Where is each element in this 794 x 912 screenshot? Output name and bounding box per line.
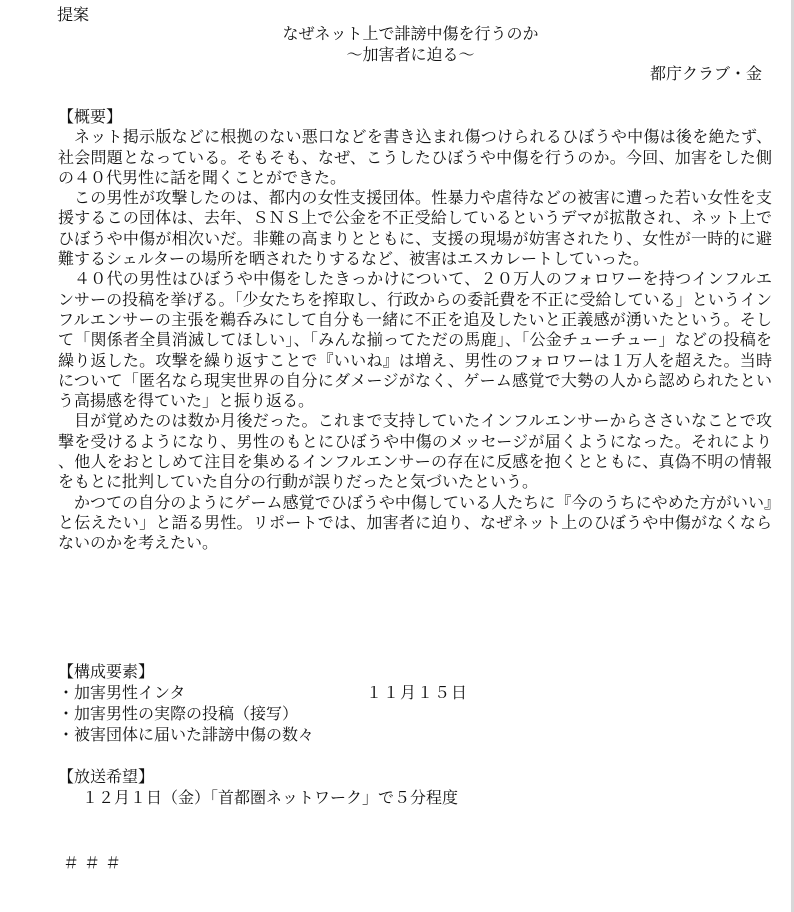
overview-paragraph: かつての自分のようにゲーム感覚でひぼうや中傷している人たちに『今のうちにやめた方がいい』と伝えたい」と語る男性。リポートでは、加害者に迫り、なぜネット上のひぼうや中傷がなくならないのかを考えたい。: [58, 492, 772, 553]
broadcast-heading: 【放送希望】: [58, 767, 155, 786]
overview-paragraph: 目が覚めたのは数か月後だった。これまで支持していたインフルエンサーからささいなことで攻撃を受けるようになり、男性のもとにひぼうや中傷のメッセージが届くようになった。それにより、他人をおとしめて注目を集めるインフルエンサーの存在に反感を抱くとともに、真偽不明の情報をもとに批判していた自分の行動が誤りだったと気づいたという。: [58, 411, 772, 492]
component-item-date: １１月１５日: [366, 683, 469, 702]
document-title: なぜネット上で誹謗中傷を行うのか: [282, 24, 539, 43]
overview-heading: 【概要】: [58, 107, 123, 126]
component-item-label: ・被害団体に届いた誹謗中傷の数々: [58, 725, 315, 744]
broadcast-schedule: １２月１日（金）「首都圏ネットワーク」で５分程度: [82, 788, 459, 807]
component-item: [58, 724, 772, 745]
title-block: [0, 24, 794, 66]
author-line: 都庁クラブ・金: [649, 64, 762, 83]
document-type-label: 提案: [57, 5, 90, 24]
broadcast-section: [58, 766, 772, 808]
component-item-label: ・加害男性インタ: [58, 683, 186, 702]
end-mark: ＃＃＃: [63, 853, 127, 872]
component-item: [58, 682, 772, 703]
overview-section: [58, 107, 772, 554]
component-item: [58, 703, 772, 724]
overview-paragraph: この男性が攻撃したのは、都内の女性支援団体。性暴力や虐待などの被害に遭った若い女性を支援するこの団体は、去年、ＳＮＳ上で公金を不正受給しているというデマが拡散され、ネット上でひぼうや中傷が相次いだ。非難の高まりとともに、支援の現場が妨害されたり、女性が一時的に避難するシェルターの場所を晒されたりするなど、被害はエスカレートしていった。: [58, 188, 772, 269]
components-heading: 【構成要素】: [58, 662, 155, 681]
components-section: [58, 661, 772, 745]
document-subtitle: ～加害者に迫る～: [346, 45, 475, 64]
component-item-label: ・加害男性の実際の投稿（接写）: [58, 704, 299, 723]
overview-paragraph: ４０代の男性はひぼうや中傷をしたきっかけについて、２０万人のフォロワーを持つインフルエンサーの投稿を挙げる。「少女たちを搾取し、行政からの委託費を不正に受給している」というインフルエンサーの主張を鵜呑みにして自分も一緒に不正を追及したいと正義感が湧いたという。そして「関係者全員消滅してほしい」、「みんな揃ってただの馬鹿」、「公金チューチュー」などの投稿を繰り返した。攻撃を繰り返すことで『いいね』は増え、男性のフォロワーは１万人を超えた。当時について「匿名なら現実世界の自分にダメージがなく、ゲーム感覚で大勢の人から認められたという高揚感を得ていた」と振り返る。: [58, 269, 772, 411]
overview-paragraph: ネット掲示版などに根拠のない悪口などを書き込まれ傷つけられるひぼうや中傷は後を絶たず、社会問題となっている。そもそも、なぜ、こうしたひぼうや中傷を行うのか。今回、加害をした側の４０代男性に話を聞くことができた。: [58, 127, 772, 187]
